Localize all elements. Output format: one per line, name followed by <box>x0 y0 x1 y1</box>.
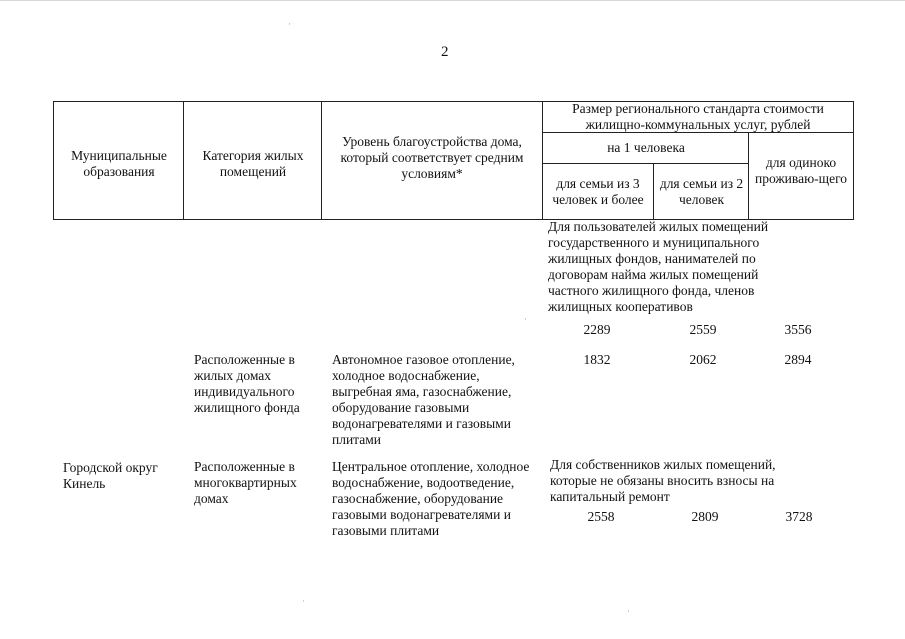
table-border-left <box>53 101 54 220</box>
col-divider-family <box>653 163 654 220</box>
header-level: Уровень благоустройства дома, который соответствует средним условиям* <box>340 134 524 181</box>
col-divider-1 <box>183 101 184 220</box>
municipality-name: Городской округ Кинель <box>63 460 158 491</box>
row3-value-family3: 2558 <box>587 509 615 524</box>
table-border-right <box>853 101 854 220</box>
row2-level: Автономное газовое отопление, холодное водоснабжение, выгребная яма, газоснабжение, оборудование газовыми водонагревателями и газовыми плитами <box>332 352 515 447</box>
row3-value-single: 3728 <box>785 509 813 524</box>
header-category: Категория жилых помещений <box>202 148 304 179</box>
row2-value-family3: 1832 <box>583 352 611 367</box>
page-number: 2 <box>441 44 449 60</box>
owners-note: Для собственников жилых помещений, которые не обязаны вносить взносы на капитальный ремонт <box>550 457 776 504</box>
header-family-3: для семьи из 3 человек и более <box>552 176 644 207</box>
header-table <box>53 101 854 220</box>
row3-level: Центральное отопление, холодное водоснабжение, водоотведение, газоснабжение, оборудование газовыми водонагревателями и газовыми плитами <box>332 459 530 538</box>
row2-value-family2: 2062 <box>689 352 717 367</box>
scan-speck: · <box>627 606 630 616</box>
row3-category: Расположенные в многоквартирных домах <box>194 459 297 506</box>
row2-category: Расположенные в жилых домах индивидуального жилищного фонда <box>194 352 300 415</box>
header-municipal: Муниципальные образования <box>71 148 167 179</box>
header-standard: Размер регионального стандарта стоимости жилищно-коммунальных услуг, рублей <box>572 100 824 132</box>
header-per-person: на 1 человека <box>607 140 685 155</box>
col-divider-2 <box>321 101 322 220</box>
row1-value-family3: 2289 <box>583 322 611 337</box>
tenants-note: Для пользователей жилых помещений государственного и муниципального жилищных фондов, нанимателей по договорам найма жилых помещений частного жилищного фонда, членов жилищных кооперативов <box>548 219 769 314</box>
row1-value-single: 3556 <box>784 322 812 337</box>
row-divider-per-person <box>542 163 748 164</box>
scan-speck: · <box>524 314 527 324</box>
col-divider-3 <box>542 101 543 220</box>
scan-speck: · <box>302 596 305 606</box>
row2-value-single: 2894 <box>784 352 812 367</box>
header-single: для одиноко проживаю-щего <box>754 155 848 186</box>
scan-top-edge <box>0 0 905 1</box>
scan-speck: · <box>288 19 291 29</box>
header-family-2: для семьи из 2 человек <box>659 176 744 207</box>
row1-value-family2: 2559 <box>689 322 717 337</box>
row3-value-family2: 2809 <box>691 509 719 524</box>
col-divider-single <box>748 132 749 220</box>
